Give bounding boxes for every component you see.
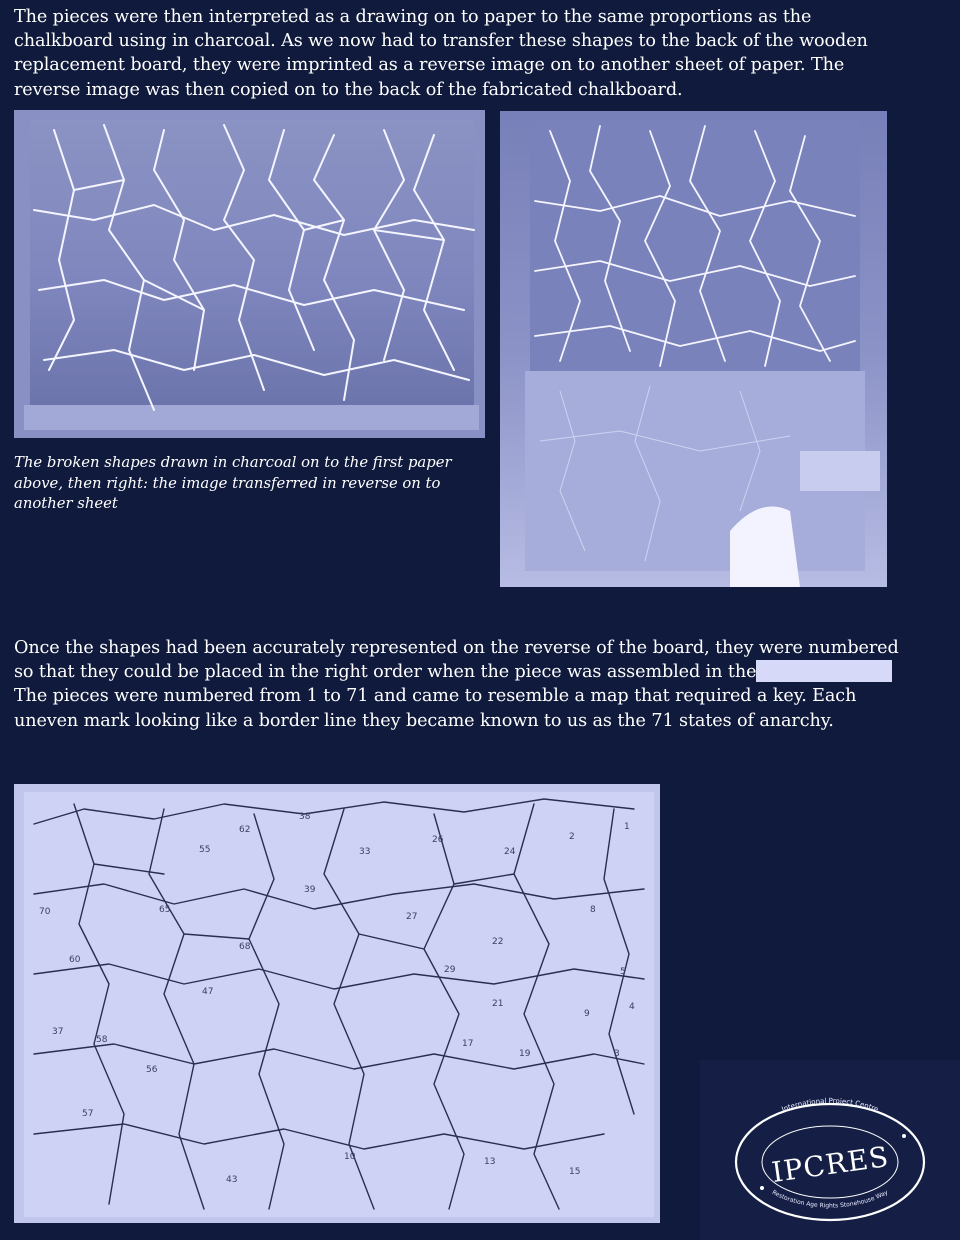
board-number: 8	[590, 905, 596, 915]
charcoal-drawing-photo	[14, 110, 485, 438]
board-number: 4	[629, 1002, 635, 1012]
intro-paragraph: The pieces were then interpreted as a drawing on to paper to the same proportions as the chalkboard using in charcoal. As we now had to transfer these shapes to the back of the wooden replacement board, they were imprinted as a reverse image on to another sheet of paper. The reverse image was then copied on to the back of the fabricated chalkboard.	[14, 7, 868, 100]
logo-ring-top: International Project Centre	[780, 1096, 880, 1114]
reverse-transfer-photo	[500, 111, 887, 587]
board-number: 56	[146, 1065, 158, 1075]
logo-dot-icon	[902, 1134, 906, 1138]
numbering-text-before: Once the shapes had been accurately represented on the reverse of the board, they were numbered so that they could be placed in the right order when the piece was assembled in the	[14, 638, 899, 683]
board-number: 57	[82, 1109, 94, 1119]
board-number: 10	[344, 1152, 356, 1162]
board-number: 65	[159, 905, 171, 915]
board-number: 22	[492, 937, 504, 947]
board-number: 60	[69, 955, 81, 965]
board-number: 38	[299, 812, 311, 822]
numbered-board-photo	[14, 784, 660, 1223]
board-number: 24	[504, 847, 516, 857]
board-number: 70	[39, 907, 51, 917]
board-number: 55	[199, 845, 211, 855]
board-number: 47	[202, 987, 214, 997]
logo-ring-bottom: Restoration Age Rights Stonehouse Way	[770, 1188, 890, 1210]
board-number: 21	[492, 999, 504, 1009]
board-number: 39	[304, 885, 316, 895]
board-number: 29	[444, 965, 456, 975]
board-number: 19	[519, 1049, 531, 1059]
board-number: 37	[52, 1027, 64, 1037]
board-number: 15	[569, 1167, 581, 1177]
board-number: 2	[569, 832, 575, 842]
logo-text: IPCRES	[769, 1139, 892, 1190]
board-number: 58	[96, 1035, 108, 1045]
ipcres-logo	[700, 1060, 960, 1240]
board-number: 68	[239, 942, 251, 952]
board-number: 1	[624, 822, 630, 832]
board-number: 33	[359, 847, 371, 857]
board-number: 5	[620, 967, 626, 977]
logo-dot-icon	[760, 1186, 764, 1190]
board-number: 62	[239, 825, 251, 835]
board-number: 27	[406, 912, 418, 922]
numbering-paragraph	[14, 636, 914, 733]
board-number: 43	[226, 1175, 238, 1185]
redaction-box	[756, 660, 892, 682]
board-number: 9	[584, 1009, 590, 1019]
board-number: 3	[614, 1049, 620, 1059]
photo-caption: The broken shapes drawn in charcoal on to the first paper above, then right: the image transferred in reverse on to another sheet	[14, 454, 452, 512]
numbering-text-after: The pieces were numbered from 1 to 71 and came to resemble a map that required a key. Each uneven mark looking like a border line they became known to us as the 71 states of anarchy.	[14, 686, 857, 731]
board-number: 17	[462, 1039, 474, 1049]
board-number: 26	[432, 835, 444, 845]
board-number: 13	[484, 1157, 496, 1167]
